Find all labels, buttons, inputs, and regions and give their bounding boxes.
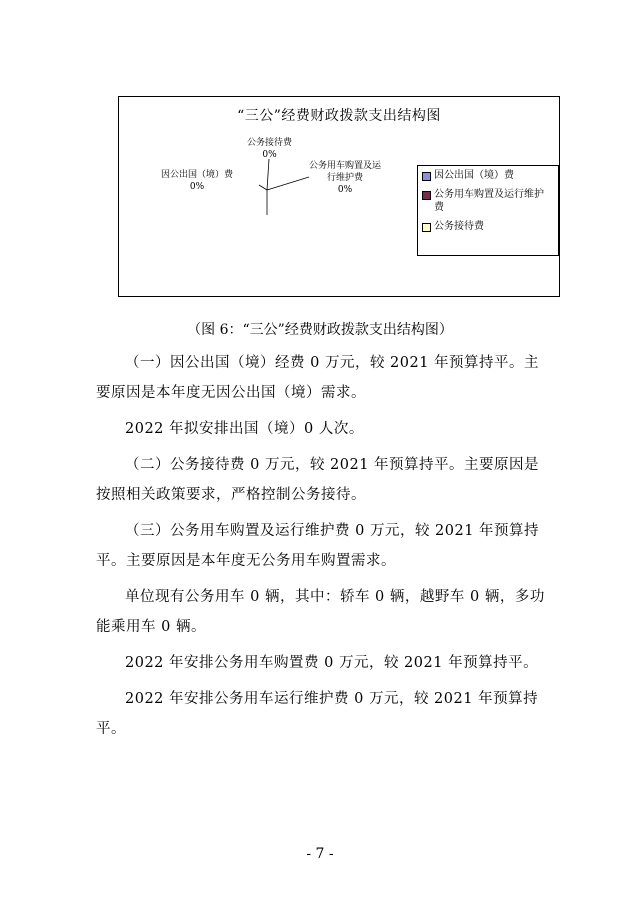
legend-label-vehicle-line1: 公务用车购置及运行维护 xyxy=(434,189,544,200)
pie-label-reception-value: 0% xyxy=(262,150,277,160)
legend-item-travel xyxy=(422,169,554,182)
chart-legend xyxy=(417,165,559,256)
page-number: - 7 - xyxy=(306,846,334,862)
pie-label-vehicle-line2: 行维护费 xyxy=(327,173,364,183)
legend-swatch-travel xyxy=(422,172,431,181)
legend-label-vehicle xyxy=(434,188,544,214)
pie-label-vehicle-value: 0% xyxy=(337,185,353,195)
legend-item-vehicle xyxy=(422,188,554,214)
legend-label-reception xyxy=(434,220,484,233)
chart-title: “三公”经费财政拨款支出结构图 xyxy=(237,108,441,124)
pie-label-reception-name: 公务接待费 xyxy=(247,138,293,148)
legend-item-reception xyxy=(422,220,554,233)
legend-label-reception-line1: 公务接待费 xyxy=(434,221,484,232)
paragraph-vehicle-count: 单位现有公务用车 0 辆，其中：轿车 0 辆，越野车 0 辆，多功能乘用车 0 辆。 xyxy=(96,589,545,635)
pie-chart xyxy=(118,96,560,297)
paragraph-reception: （二）公务接待费 0 万元，较 2021 年预算持平。主要原因是按照相关政策要求，严格控制公务接待。 xyxy=(96,457,540,503)
paragraph-travel: （一）因公出国（境）经费 0 万元，较 2021 年预算持平。主要原因是本年度无因公出国（境）需求。 xyxy=(96,355,540,401)
pie-label-vehicle xyxy=(309,160,381,196)
paragraph-travel-plan: 2022 年拟安排出国（境）0 人次。 xyxy=(125,421,364,437)
paragraph-vehicle: （三）公务用车购置及运行维护费 0 万元，较 2021 年预算持平。主要原因是本年度无公务用车购置需求。 xyxy=(96,523,540,569)
pie-label-travel-name: 因公出国（境）费 xyxy=(161,170,234,180)
legend-label-travel-line1: 因公出国（境）费 xyxy=(434,170,514,181)
legend-swatch-vehicle xyxy=(422,191,431,200)
legend-label-travel xyxy=(434,169,514,182)
body-text xyxy=(96,348,548,750)
pie-label-vehicle-line1: 公务用车购置及运 xyxy=(309,161,382,171)
pie-label-travel xyxy=(161,169,233,193)
pie-label-travel-value: 0% xyxy=(189,182,205,192)
leader-line-travel xyxy=(259,185,267,190)
leader-line-vehicle xyxy=(267,177,309,190)
leader-line-reception xyxy=(267,159,269,190)
paragraph-vehicle-maintenance: 2022 年安排公务用车运行维护费 0 万元，较 2021 年预算持平。 xyxy=(96,691,539,737)
legend-swatch-reception xyxy=(422,223,431,232)
figure-caption: （图 6：“三公”经费财政拨款支出结构图） xyxy=(187,322,453,338)
pie-label-reception xyxy=(247,137,292,161)
paragraph-vehicle-purchase: 2022 年安排公务用车购置费 0 万元，较 2021 年预算持平。 xyxy=(125,655,539,671)
legend-label-vehicle-line2: 费 xyxy=(434,202,444,213)
